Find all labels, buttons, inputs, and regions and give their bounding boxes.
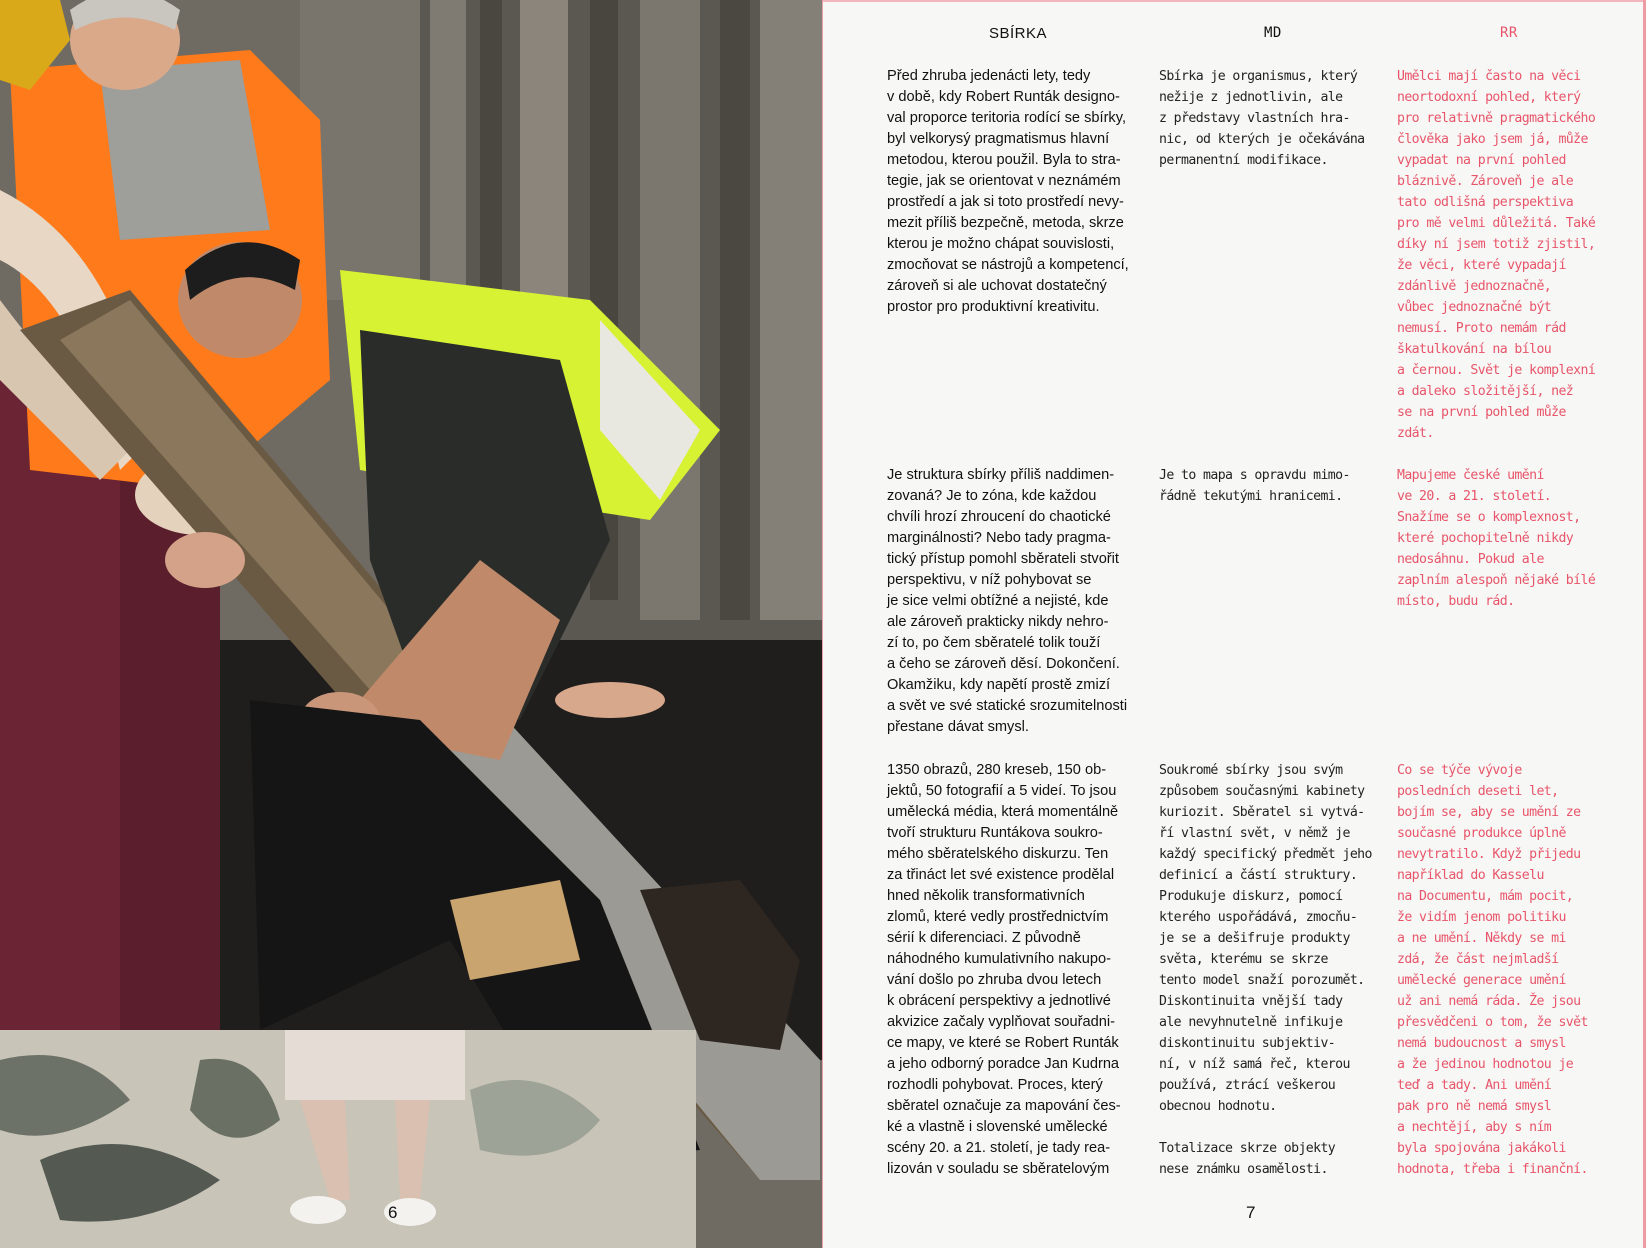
right-page-text xyxy=(822,0,1646,1248)
left-page-photo xyxy=(0,0,822,1248)
rr-paragraph-3: Co se týče vývoje posledních deseti let, bojím se, aby se umění ze současné produkce úplně nevytratilo. Když přijedu například do Kasselu na Documentu, mám pocit, že vidím jenom politiku a ne umění. Někdy se mi zdá, že část nejmladší umělecké generace umění už ani nemá ráda. Že jsou přesvědčeni o tom, že svět nemá budoucnost a smysl a že jedinou hodnotou je teď a tady. Ani umění pak pro ně nemá smysl a nechtějí, aby s ním byla spojována jakákoli hodnota, třeba i finanční. xyxy=(1397,763,1588,1177)
photo-illustration xyxy=(0,0,822,1248)
rr-paragraph-1: Umělci mají často na věci neortodoxní pohled, který pro relativně pragmatického člověka jako jsem já, může vypadat na první pohled bláznivě. Zároveň je ale tato odlišná perspektiva pro mě velmi důležitá. Také díky ní jsem totiž zjistil, že věci, které vypadají zdánlivě jednoznačně, vůbec jednoznačné být nemusí. Proto nemám rád škatulkování na bílou a černou. Svět je komplexní a daleko složitější, než se na první pohled může zdát. xyxy=(1397,69,1596,441)
sbirka-paragraph-1: Před zhruba jedenácti lety, tedy v době, kdy Robert Runták designo- val proporce teritoria rodící se sbírky, byl velkorysý pragmatismus hlavní metodou, kterou použil. Byla to stra- tegie, jak se orientovat v neznámém prostředí a jak si toto prostředí nevy- mezit příliš bezpečně, metoda, skrze kterou je možno chápat souvislosti, zmocňovat se nástrojů a kompetencí, zároveň si ale uchovat dostatečný prostor pro produktivní kreativitu. xyxy=(887,68,1129,315)
sbirka-paragraph-3: 1350 obrazů, 280 kreseb, 150 ob- jektů, 50 fotografií a 5 videí. To jsou umělecká média, která momentálně tvoří strukturu Runtákova soukro- mého sběratelského diskurzu. Ten za třináct let své existence prodělal hned několik transformativních zlomů, které vedly prostřednictvím sérií k diferenciaci. Z původně náhodného kumulativního nakupo- vání došlo po zhruba dvou letech k obrácení perspektivy a jednotlivé akvizice začaly vyplňovat souřadni- ce mapy, ve které se Robert Runták a jeho odborný poradce Jan Kudrna rozhodli pohybovat. Proces, který sběratel označuje za mapování čes- ké a vlastně i slovenské umělecké scény 20. a 21. století, je tady rea- lizován v souladu se sběratelovým xyxy=(887,762,1121,1177)
md-paragraph-1: Sbírka je organismus, který nežije z jednotlivin, ale z představy vlastních hra- nic, od kterých je očekávána permanentní modifikace. xyxy=(1159,69,1365,168)
column-heading-md: MD xyxy=(1264,25,1282,41)
md-paragraph-3-extra: Totalizace skrze objekty nese známku osamělosti. xyxy=(1159,1141,1336,1177)
page-number-left: 6 xyxy=(388,1203,398,1222)
md-paragraph-2: Je to mapa s opravdu mimo- řádně tekutými hranicemi. xyxy=(1159,468,1350,504)
top-rule xyxy=(823,0,1643,2)
sbirka-paragraph-2: Je struktura sbírky příliš naddimen- zovaná? Je to zóna, kde každou chvíli hrozí zhroucení do chaotické marginálnosti? Nebo tady pragma- tický přístup pomohl sběrateli stvořit perspektivu, v níž pohybovat se je sice velmi obtížné a nejisté, kde ale zároveň prakticky nikdy nehro- zí to, po čem sběratelé tolik touží a čeho se zároveň děsí. Dokončení. Okamžiku, kdy napětí prostě zmizí a svět ve své statické srozumitelnosti přestane dávat smysl. xyxy=(887,467,1128,735)
md-paragraph-3: Soukromé sbírky jsou svým způsobem současnými kabinety kuriozit. Sběratel si vytvá- ří vlastní svět, v němž je každý specifický předmět jeho definicí a částí struktury. Produkuje diskurz, pomocí kterého uspořádává, zmocňu- je se a dešifruje produkty světa, kterému se skrze tento model snaží porozumět. Diskontinuita vnější tady ale nevyhnutelně infikuje diskontinuitu subjektiv- ní, v níž samá řeč, kterou používá, ztrácí veškerou obecnou hodnotu. xyxy=(1159,763,1372,1114)
column-heading-sbirka: SBÍRKA xyxy=(989,25,1048,42)
page-number-right: 7 xyxy=(1246,1203,1256,1222)
column-heading-rr: RR xyxy=(1500,25,1518,41)
rr-paragraph-2: Mapujeme české umění ve 20. a 21. století. Snažíme se o komplexnost, které pochopitelně nikdy nedosáhnu. Pokud ale zaplním alespoň nějaké bílé místo, budu rád. xyxy=(1397,468,1596,609)
